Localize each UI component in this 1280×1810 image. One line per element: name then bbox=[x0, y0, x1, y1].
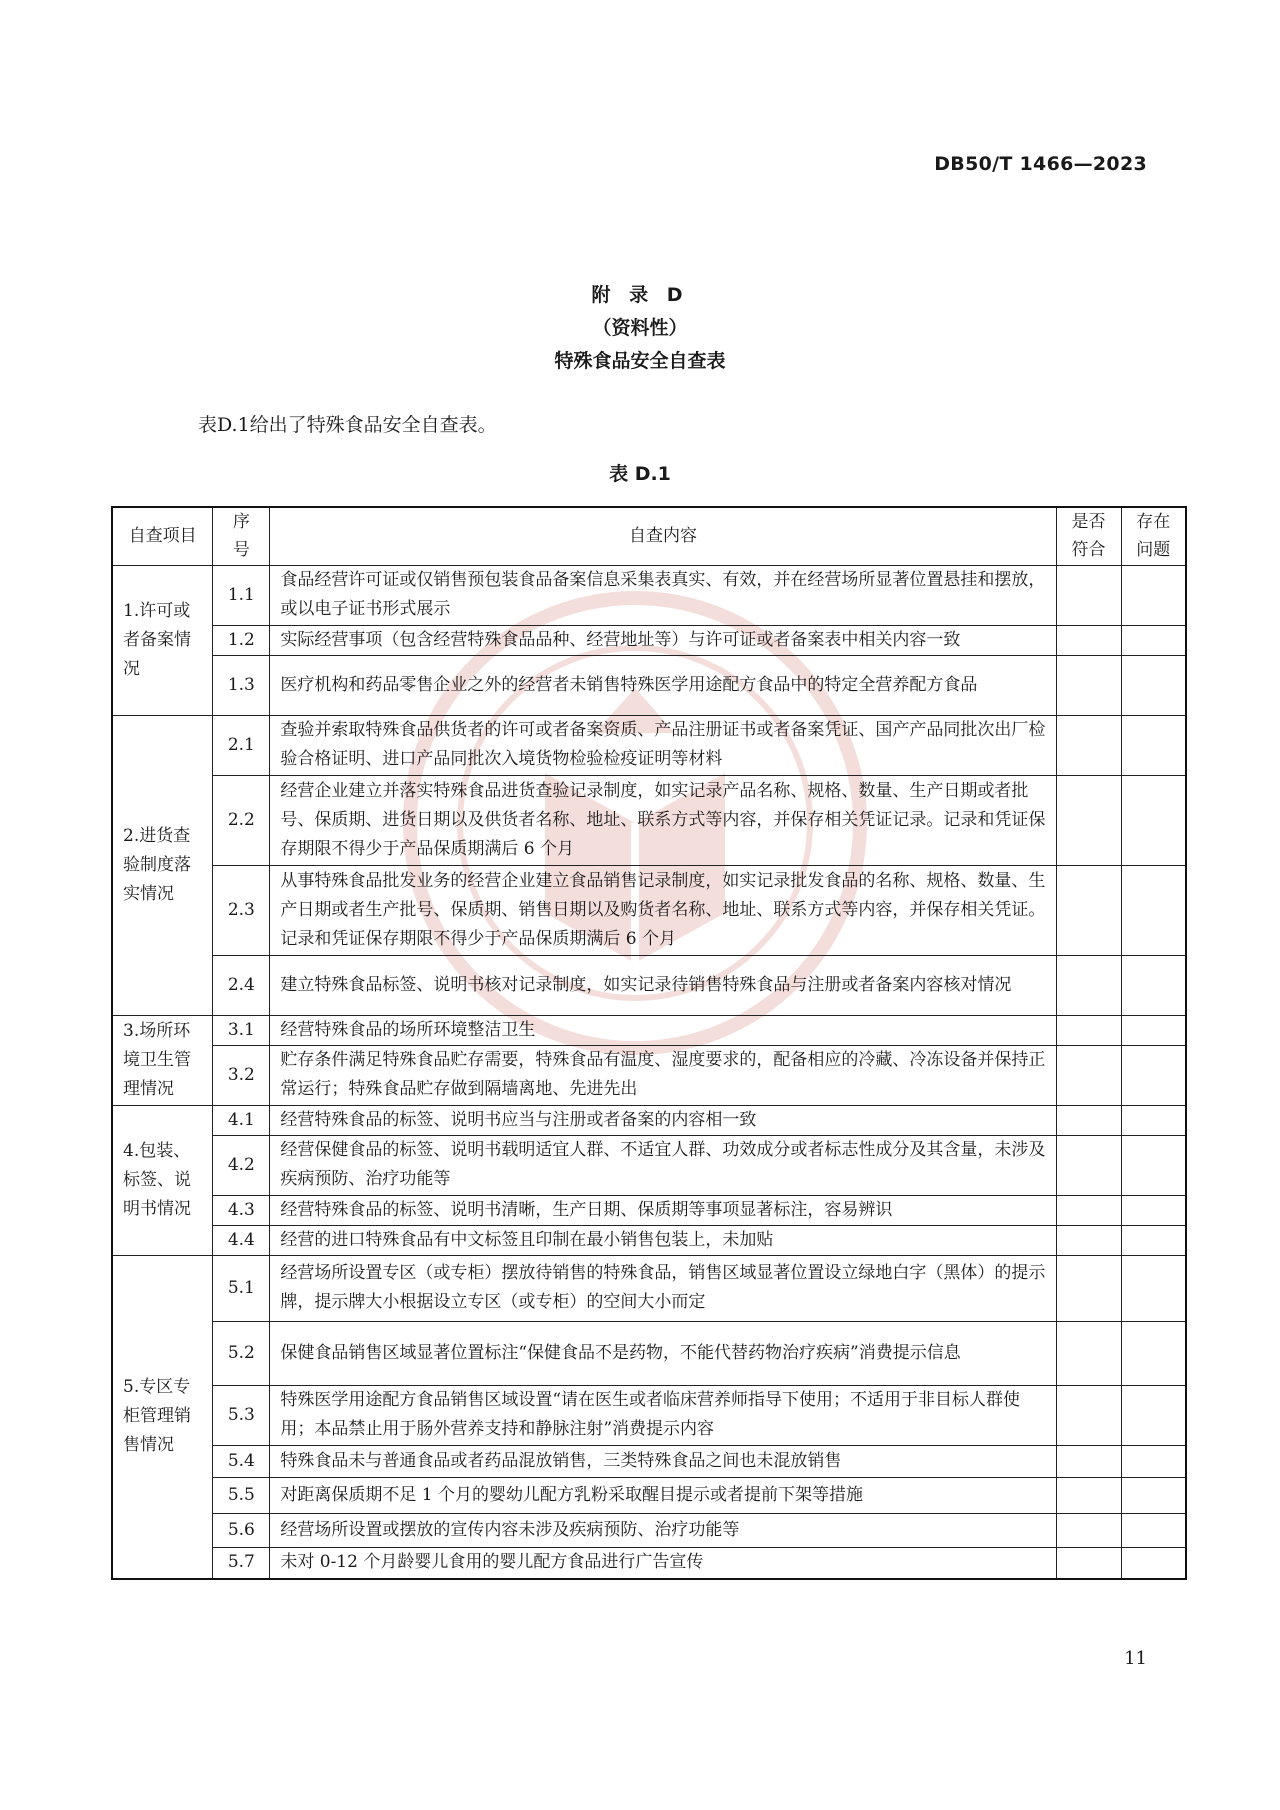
table-row bbox=[112, 715, 1186, 775]
issue-cell[interactable] bbox=[1121, 1255, 1186, 1321]
compliant-cell[interactable] bbox=[1056, 1195, 1121, 1225]
row-content: 从事特殊食品批发业务的经营企业建立食品销售记录制度，如实记录批发食品的名称、规格、数量、生产日期或者生产批号、保质期、销售日期以及购货者名称、地址、联系方式等内容，并保存相关凭证。记录和凭证保存期限不得少于产品保质期满后 6 个月 bbox=[270, 865, 1056, 955]
table-row bbox=[112, 1045, 1186, 1105]
issue-cell[interactable] bbox=[1121, 1547, 1186, 1579]
issue-cell[interactable] bbox=[1121, 1135, 1186, 1195]
table-row bbox=[112, 1255, 1186, 1321]
row-content: 经营特殊食品的标签、说明书清晰，生产日期、保质期等事项显著标注，容易辨识 bbox=[270, 1195, 1056, 1225]
row-seq: 5.3 bbox=[213, 1385, 270, 1445]
appendix-name: 特殊食品安全自查表 bbox=[554, 350, 726, 372]
compliant-cell[interactable] bbox=[1056, 1255, 1121, 1321]
row-seq: 4.1 bbox=[213, 1105, 270, 1135]
row-content: 经营场所设置或摆放的宣传内容未涉及疾病预防、治疗功能等 bbox=[270, 1513, 1056, 1547]
row-content: 经营特殊食品的场所环境整洁卫生 bbox=[270, 1015, 1056, 1045]
compliant-cell[interactable] bbox=[1056, 775, 1121, 865]
issue-cell[interactable] bbox=[1121, 1105, 1186, 1135]
table-row bbox=[112, 1195, 1186, 1225]
issue-cell[interactable] bbox=[1121, 775, 1186, 865]
table-row bbox=[112, 1135, 1186, 1195]
issue-cell[interactable] bbox=[1121, 625, 1186, 655]
row-seq: 4.4 bbox=[213, 1225, 270, 1255]
table-caption: 表 D.1 bbox=[609, 463, 671, 485]
compliant-cell[interactable] bbox=[1056, 1477, 1121, 1513]
compliant-cell[interactable] bbox=[1056, 1015, 1121, 1045]
self-check-table bbox=[111, 506, 1187, 1580]
row-content: 对距离保质期不足 1 个月的婴幼儿配方乳粉采取醒目提示或者提前下架等措施 bbox=[270, 1477, 1056, 1513]
issue-cell[interactable] bbox=[1121, 715, 1186, 775]
compliant-cell[interactable] bbox=[1056, 1445, 1121, 1477]
compliant-cell[interactable] bbox=[1056, 655, 1121, 715]
row-seq: 1.3 bbox=[213, 655, 270, 715]
issue-cell[interactable] bbox=[1121, 655, 1186, 715]
issue-cell[interactable] bbox=[1121, 865, 1186, 955]
row-content: 经营场所设置专区（或专柜）摆放待销售的特殊食品，销售区域显著位置设立绿地白字（黑体）的提示牌，提示牌大小根据设立专区（或专柜）的空间大小而定 bbox=[270, 1255, 1056, 1321]
compliant-cell[interactable] bbox=[1056, 1045, 1121, 1105]
group-item: 4.包装、标签、说明书情况 bbox=[112, 1105, 213, 1255]
row-seq: 2.2 bbox=[213, 775, 270, 865]
row-seq: 1.1 bbox=[213, 565, 270, 625]
table-row bbox=[112, 1385, 1186, 1445]
issue-cell[interactable] bbox=[1121, 1015, 1186, 1045]
row-content: 经营保健食品的标签、说明书载明适宜人群、不适宜人群、功效成分或者标志性成分及其含量，未涉及疾病预防、治疗功能等 bbox=[270, 1135, 1056, 1195]
header-content: 自查内容 bbox=[270, 507, 1056, 565]
table-row bbox=[112, 1105, 1186, 1135]
row-content: 未对 0-12 个月龄婴儿食用的婴儿配方食品进行广告宣传 bbox=[270, 1547, 1056, 1579]
row-seq: 5.7 bbox=[213, 1547, 270, 1579]
row-content: 保健食品销售区域显著位置标注“保健食品不是药物，不能代替药物治疗疾病”消费提示信息 bbox=[270, 1321, 1056, 1385]
row-seq: 3.1 bbox=[213, 1015, 270, 1045]
issue-cell[interactable] bbox=[1121, 1385, 1186, 1445]
row-seq: 2.4 bbox=[213, 955, 270, 1015]
row-seq: 5.5 bbox=[213, 1477, 270, 1513]
compliant-cell[interactable] bbox=[1056, 1225, 1121, 1255]
table-row bbox=[112, 1015, 1186, 1045]
compliant-cell[interactable] bbox=[1056, 1135, 1121, 1195]
group-item: 2.进货查验制度落实情况 bbox=[112, 715, 213, 1015]
row-content: 经营企业建立并落实特殊食品进货查验记录制度，如实记录产品名称、规格、数量、生产日期或者批号、保质期、进货日期以及供货者名称、地址、联系方式等内容，并保存相关凭证记录。记录和凭证保存期限不得少于产品保质期满后 6 个月 bbox=[270, 775, 1056, 865]
table-row bbox=[112, 1547, 1186, 1579]
row-seq: 5.2 bbox=[213, 1321, 270, 1385]
table-header-row bbox=[112, 507, 1186, 565]
row-content: 食品经营许可证或仅销售预包装食品备案信息采集表真实、有效，并在经营场所显著位置悬挂和摆放，或以电子证书形式展示 bbox=[270, 565, 1056, 625]
row-seq: 5.4 bbox=[213, 1445, 270, 1477]
table-row bbox=[112, 1321, 1186, 1385]
table-row bbox=[112, 1445, 1186, 1477]
compliant-cell[interactable] bbox=[1056, 955, 1121, 1015]
row-seq: 4.3 bbox=[213, 1195, 270, 1225]
issue-cell[interactable] bbox=[1121, 1195, 1186, 1225]
compliant-cell[interactable] bbox=[1056, 625, 1121, 655]
row-seq: 2.1 bbox=[213, 715, 270, 775]
compliant-cell[interactable] bbox=[1056, 1321, 1121, 1385]
row-content: 贮存条件满足特殊食品贮存需要，特殊食品有温度、湿度要求的，配备相应的冷藏、冷冻设备并保持正常运行；特殊食品贮存做到隔墙离地、先进先出 bbox=[270, 1045, 1056, 1105]
row-content: 经营的进口特殊食品有中文标签且印制在最小销售包装上，未加贴 bbox=[270, 1225, 1056, 1255]
issue-cell[interactable] bbox=[1121, 1477, 1186, 1513]
row-seq: 1.2 bbox=[213, 625, 270, 655]
row-seq: 4.2 bbox=[213, 1135, 270, 1195]
row-content: 医疗机构和药品零售企业之外的经营者未销售特殊医学用途配方食品中的特定全营养配方食品 bbox=[270, 655, 1056, 715]
table-row bbox=[112, 1477, 1186, 1513]
issue-cell[interactable] bbox=[1121, 1321, 1186, 1385]
compliant-cell[interactable] bbox=[1056, 1385, 1121, 1445]
appendix-title: 附 录 D bbox=[591, 284, 689, 306]
row-seq: 5.1 bbox=[213, 1255, 270, 1321]
table-row bbox=[112, 625, 1186, 655]
header-item: 自查项目 bbox=[112, 507, 213, 565]
table-row bbox=[112, 1225, 1186, 1255]
table-row bbox=[112, 865, 1186, 955]
compliant-cell[interactable] bbox=[1056, 865, 1121, 955]
table-row bbox=[112, 1513, 1186, 1547]
row-content: 建立特殊食品标签、说明书核对记录制度，如实记录待销售特殊食品与注册或者备案内容核对情况 bbox=[270, 955, 1056, 1015]
issue-cell[interactable] bbox=[1121, 1225, 1186, 1255]
issue-cell[interactable] bbox=[1121, 955, 1186, 1015]
header-issue: 存在问题 bbox=[1121, 507, 1186, 565]
header-compliant: 是否符合 bbox=[1056, 507, 1121, 565]
row-content: 查验并索取特殊食品供货者的许可或者备案资质、产品注册证书或者备案凭证、国产产品同批次出厂检验合格证明、进口产品同批次入境货物检验检疫证明等材料 bbox=[270, 715, 1056, 775]
compliant-cell[interactable] bbox=[1056, 715, 1121, 775]
table-row bbox=[112, 775, 1186, 865]
group-item: 1.许可或者备案情况 bbox=[112, 565, 213, 715]
compliant-cell[interactable] bbox=[1056, 1105, 1121, 1135]
group-item: 3.场所环境卫生管理情况 bbox=[112, 1015, 213, 1105]
row-content: 经营特殊食品的标签、说明书应当与注册或者备案的内容相一致 bbox=[270, 1105, 1056, 1135]
row-seq: 2.3 bbox=[213, 865, 270, 955]
group-item: 5.专区专柜管理销售情况 bbox=[112, 1255, 213, 1579]
issue-cell[interactable] bbox=[1121, 1513, 1186, 1547]
header-seq: 序号 bbox=[213, 507, 270, 565]
row-content: 实际经营事项（包含经营特殊食品品种、经营地址等）与许可证或者备案表中相关内容一致 bbox=[270, 625, 1056, 655]
compliant-cell[interactable] bbox=[1056, 565, 1121, 625]
row-content: 特殊医学用途配方食品销售区域设置“请在医生或者临床营养师指导下使用；不适用于非目标人群使用；本品禁止用于肠外营养支持和静脉注射”消费提示内容 bbox=[270, 1385, 1056, 1445]
table-row bbox=[112, 655, 1186, 715]
appendix-nature: （资料性） bbox=[592, 317, 688, 339]
row-seq: 3.2 bbox=[213, 1045, 270, 1105]
issue-cell[interactable] bbox=[1121, 1045, 1186, 1105]
row-seq: 5.6 bbox=[213, 1513, 270, 1547]
document-code: DB50/T 1466—2023 bbox=[934, 153, 1147, 175]
intro-text: 表D.1给出了特殊食品安全自查表。 bbox=[198, 414, 497, 436]
table-row bbox=[112, 955, 1186, 1015]
table-row bbox=[112, 565, 1186, 625]
row-content: 特殊食品未与普通食品或者药品混放销售，三类特殊食品之间也未混放销售 bbox=[270, 1445, 1056, 1477]
issue-cell[interactable] bbox=[1121, 565, 1186, 625]
compliant-cell[interactable] bbox=[1056, 1547, 1121, 1579]
issue-cell[interactable] bbox=[1121, 1445, 1186, 1477]
compliant-cell[interactable] bbox=[1056, 1513, 1121, 1547]
page-number: 11 bbox=[1124, 1648, 1147, 1669]
